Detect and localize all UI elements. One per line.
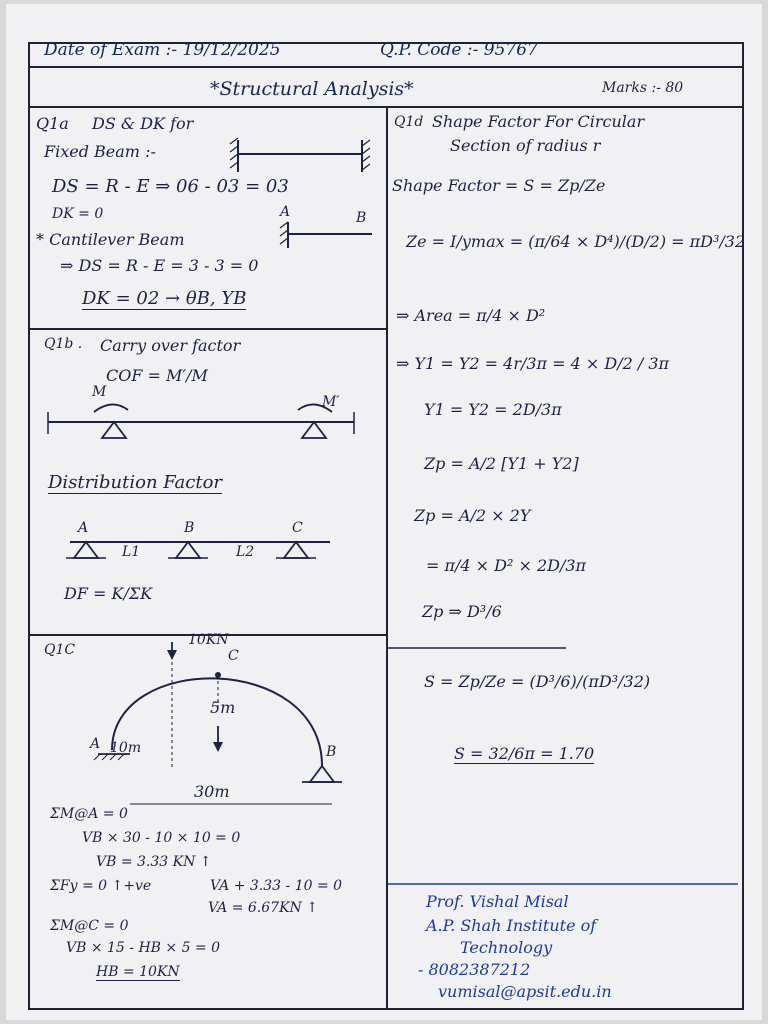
q1c-step-5: VA = 6.67KN ↑	[208, 900, 318, 916]
signature-institute-2: Technology	[460, 938, 553, 957]
point-load: 10KN	[188, 632, 229, 648]
signature-phone: - 8082387212	[418, 960, 531, 979]
cantilever-label: * Cantilever Beam	[36, 230, 185, 249]
q1d-label: Q1d	[394, 114, 424, 130]
q1c-step-6: ΣM@C = 0	[50, 918, 129, 934]
continuous-pt-a: A	[78, 520, 89, 536]
point-a-label: A	[280, 204, 291, 220]
area-formula: ⇒ Area = π/4 × D²	[396, 306, 546, 325]
zp-formula-1: Zp = A/2 [Y1 + Y2]	[424, 454, 579, 473]
ze-formula: Ze = I/ymax = (π/64 × D⁴)/(D/2) = πD³/32	[406, 232, 746, 251]
q1c-step-3: VB = 3.33 KN ↑	[96, 854, 212, 870]
q1a-label: Q1a	[36, 114, 69, 133]
shape-factor-ratio: S = Zp/Ze = (D³/6)/(πD³/32)	[424, 672, 651, 691]
q1a-title: DS & DK for	[92, 114, 194, 133]
q1c-step-8: HB = 10KN	[96, 964, 180, 980]
cof-formula: COF = M′/M	[106, 366, 208, 385]
q1c-label: Q1C	[44, 642, 76, 658]
signature-name: Prof. Vishal Misal	[426, 892, 569, 911]
zp-result: Zp ⇒ D³/6	[422, 602, 502, 621]
arch-rise: 5m	[210, 698, 236, 717]
zp-formula-2: Zp = A/2 × 2Y	[414, 506, 531, 525]
q1d-title-1: Shape Factor For Circular	[432, 112, 645, 131]
continuous-beam-diagram	[66, 536, 336, 564]
answer-frame	[28, 42, 744, 1010]
carry-over-beam	[42, 400, 362, 450]
three-hinged-arch	[90, 642, 350, 792]
signature-email: vumisal@apsit.edu.in	[438, 982, 612, 1001]
q1a-ds: DS = R - E ⇒ 06 - 03 = 03	[52, 176, 289, 197]
q1c-step-4b: VA + 3.33 - 10 = 0	[210, 878, 343, 894]
signature-rule	[388, 882, 740, 886]
q1d-title-2: Section of radius r	[450, 136, 601, 155]
zp-formula-3: = π/4 × D² × 2D/3π	[426, 556, 587, 575]
marks: Marks :- 80	[602, 80, 684, 96]
zp-divider	[388, 646, 568, 650]
q1a-dk: DK = 0	[52, 206, 104, 222]
q1c-step-7: VB × 15 - HB × 5 = 0	[66, 940, 221, 956]
support-a: A	[90, 736, 101, 752]
arch-span: 30m	[194, 782, 230, 801]
q1a-dk2: DK = 02 → θB, YB	[82, 288, 247, 309]
signature-institute-1: A.P. Shah Institute of	[426, 916, 597, 935]
subject-title: *Structural Analysis*	[210, 78, 414, 100]
cantilever-diagram	[284, 220, 374, 250]
shape-factor-result: S = 32/6π = 1.70	[454, 744, 595, 763]
moment-m-label: M	[92, 384, 107, 400]
qp-code: Q.P. Code :- 95767	[380, 40, 538, 60]
moment-m-prime-label: M′	[322, 394, 340, 410]
span-l1: L1	[122, 544, 141, 560]
exam-date: Date of Exam :- 19/12/2025	[44, 40, 281, 60]
arch-crown-c: C	[228, 648, 239, 664]
continuous-pt-c: C	[292, 520, 303, 536]
q1b-label: Q1b .	[44, 336, 83, 352]
span-l2: L2	[236, 544, 255, 560]
header-divider	[30, 66, 742, 68]
distribution-factor-title: Distribution Factor	[48, 472, 223, 493]
centroid-formula-1: ⇒ Y1 = Y2 = 4r/3π = 4 × D/2 / 3π	[396, 354, 670, 373]
load-offset: 10m	[110, 740, 142, 756]
point-b-label: B	[356, 210, 367, 226]
fixed-beam-label: Fixed Beam :-	[44, 142, 156, 161]
column-divider	[386, 108, 388, 1008]
centroid-formula-2: Y1 = Y2 = 2D/3π	[424, 400, 562, 419]
q1a-ds2: ⇒ DS = R - E = 3 - 3 = 0	[60, 256, 259, 275]
shape-factor-def: Shape Factor = S = Zp/Ze	[392, 176, 606, 195]
q1a-q1b-divider	[30, 328, 386, 330]
exam-sheet	[6, 4, 762, 1020]
df-formula: DF = K/ΣK	[64, 584, 153, 603]
support-b: B	[326, 744, 337, 760]
q1c-step-2: VB × 30 - 10 × 10 = 0	[82, 830, 241, 846]
fixed-beam-diagram	[230, 136, 370, 176]
q1c-step-1: ΣM@A = 0	[50, 806, 128, 822]
q1b-title: Carry over factor	[100, 336, 241, 355]
continuous-pt-b: B	[184, 520, 195, 536]
q1c-step-4a: ΣFy = 0 ↑+ve	[50, 878, 152, 894]
